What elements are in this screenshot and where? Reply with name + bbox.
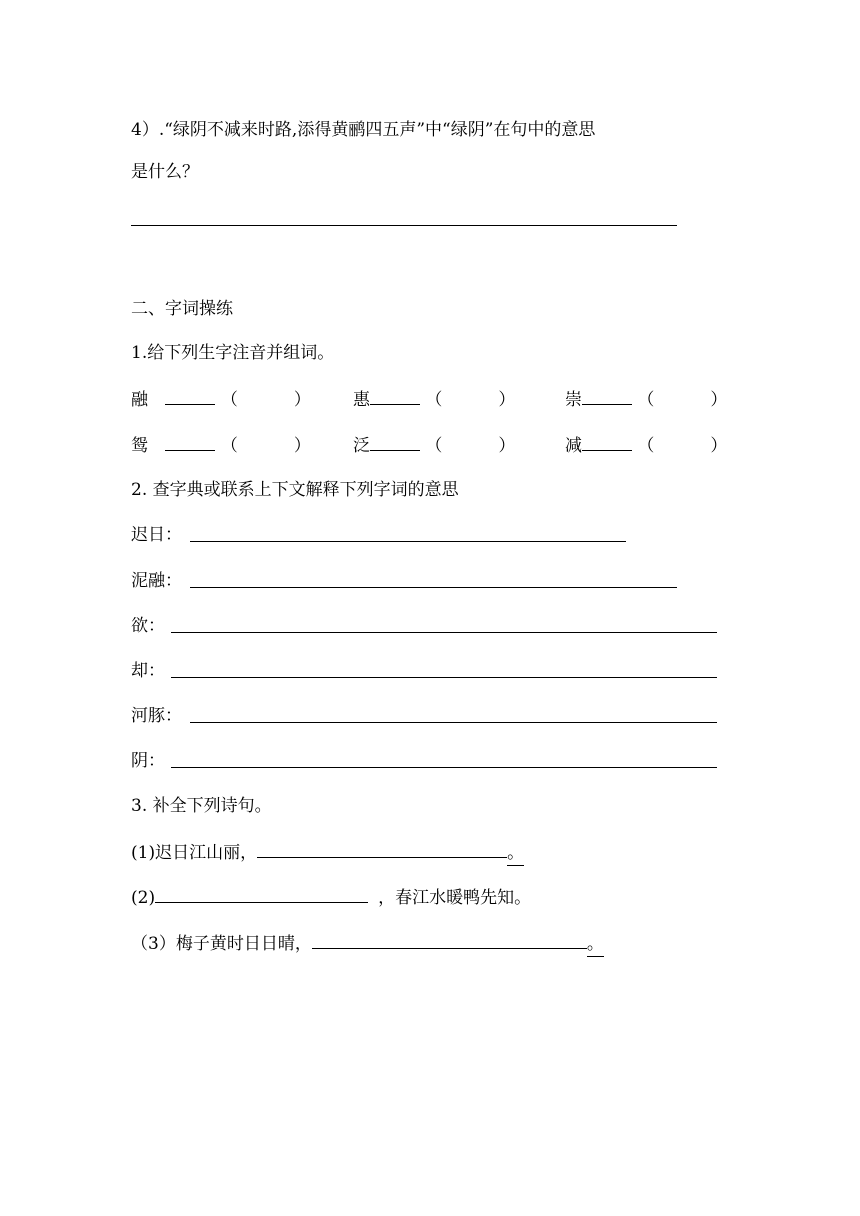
term-label: 泥融： bbox=[131, 571, 182, 591]
word-paren[interactable]: （ ） bbox=[425, 436, 516, 456]
poem-line-2: (2) ，春江水暖鸭先知。 bbox=[131, 884, 531, 910]
word-paren[interactable]: （ ） bbox=[220, 390, 311, 410]
poem-line-end: 。 bbox=[507, 841, 524, 866]
pinyin-blank[interactable] bbox=[582, 432, 632, 451]
answer-line[interactable] bbox=[190, 541, 626, 542]
poem-blank[interactable] bbox=[312, 930, 587, 949]
char-entry bbox=[131, 386, 311, 412]
char-label: 惠 bbox=[353, 390, 370, 410]
poem-line-3: （3）梅子黄时日日晴， 。 bbox=[131, 930, 604, 957]
char-label: 崇 bbox=[565, 390, 582, 410]
char-entry bbox=[353, 432, 515, 458]
word-paren[interactable]: （ ） bbox=[425, 390, 516, 410]
q1-title: 1.给下列生字注音并组词。 bbox=[131, 343, 335, 363]
pinyin-blank[interactable] bbox=[370, 386, 420, 405]
char-entry bbox=[131, 432, 311, 458]
term-label: 却： bbox=[131, 661, 165, 681]
section-2-title: 二、字词操练 bbox=[131, 299, 233, 319]
pinyin-blank[interactable] bbox=[370, 432, 420, 451]
poem-line-end: 。 bbox=[587, 932, 604, 957]
poem-blank[interactable] bbox=[257, 839, 507, 858]
answer-line[interactable] bbox=[190, 722, 717, 723]
char-label: 减 bbox=[565, 436, 582, 456]
answer-line[interactable] bbox=[171, 677, 717, 678]
answer-line[interactable] bbox=[190, 587, 677, 588]
word-paren[interactable]: （ ） bbox=[637, 390, 728, 410]
pinyin-blank[interactable] bbox=[165, 432, 215, 451]
char-label: 鸳 bbox=[131, 436, 148, 456]
char-entry bbox=[565, 432, 727, 458]
poem-blank[interactable] bbox=[155, 884, 368, 903]
question-4-line1: 4）.“绿阴不减来时路,添得黄鹂四五声”中“绿阴”在句中的意思 bbox=[131, 120, 596, 140]
pinyin-blank[interactable] bbox=[165, 386, 215, 405]
word-paren[interactable]: （ ） bbox=[220, 436, 311, 456]
answer-line[interactable] bbox=[171, 767, 717, 768]
term-label: 欲： bbox=[131, 616, 165, 636]
term-label: 河豚： bbox=[131, 706, 182, 726]
term-label: 迟日： bbox=[131, 525, 182, 545]
char-label: 融 bbox=[131, 390, 148, 410]
char-entry bbox=[353, 386, 515, 412]
char-label: 泛 bbox=[353, 436, 370, 456]
answer-line[interactable] bbox=[171, 632, 717, 633]
question-4-line2: 是什么？ bbox=[131, 162, 199, 182]
pinyin-blank[interactable] bbox=[582, 386, 632, 405]
poem-line-1: (1)迟日江山丽， 。 bbox=[131, 839, 524, 866]
q3-title: 3. 补全下列诗句。 bbox=[131, 796, 272, 816]
char-entry bbox=[565, 386, 727, 412]
q2-title: 2. 查字典或联系上下文解释下列字词的意思 bbox=[131, 480, 459, 500]
answer-line-q4[interactable] bbox=[131, 225, 677, 226]
word-paren[interactable]: （ ） bbox=[637, 436, 728, 456]
term-label: 阴： bbox=[131, 751, 165, 771]
